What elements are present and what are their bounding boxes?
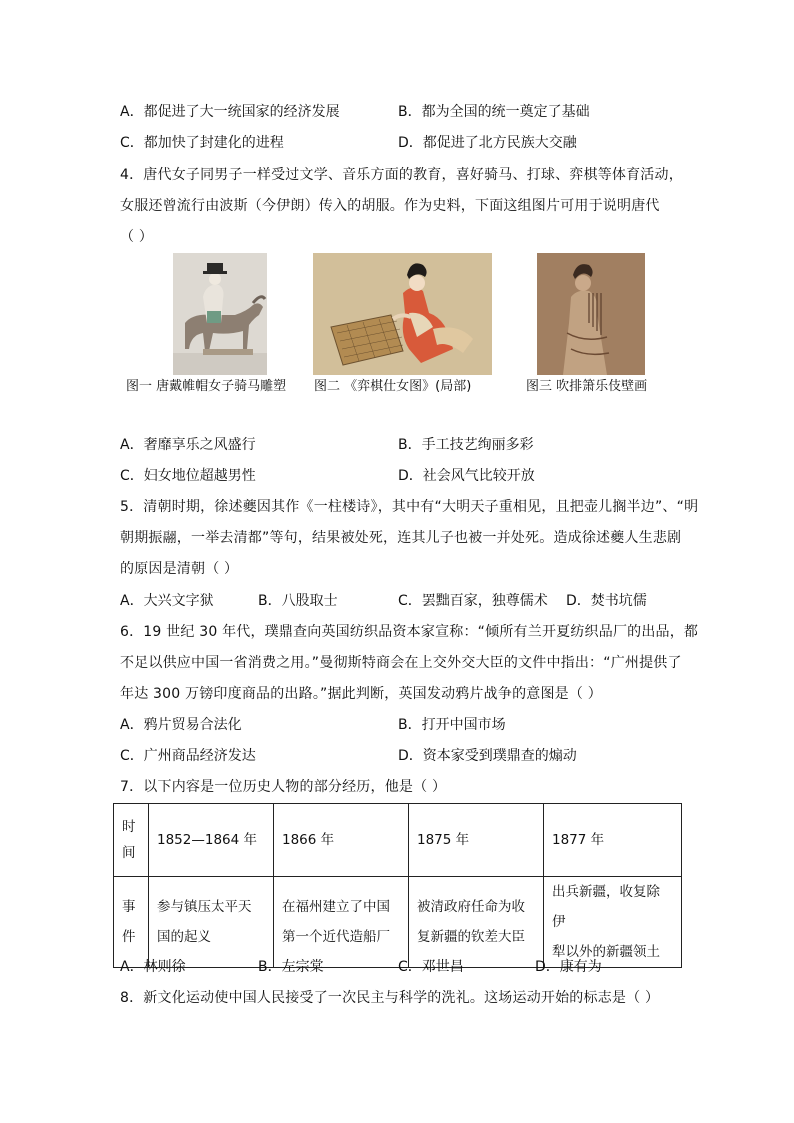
q4-stem-line2: 女服还曾流行由波斯（今伊朗）传入的胡服。作为史料，下面这组图片可用于说明唐代 xyxy=(120,198,660,214)
q5-stem-line3: 的原因是清朝（ ） xyxy=(120,561,239,577)
event-text-line: 第一个近代造船厂 xyxy=(282,929,390,945)
q7-option-d[interactable]: D．康有为 xyxy=(535,959,602,975)
event-cell xyxy=(544,877,682,968)
q6-option-b[interactable]: B．打开中国市场 xyxy=(398,717,506,733)
year-cell: 1852—1864 年 xyxy=(149,804,274,877)
panpipe-musician-mural-icon xyxy=(537,253,645,375)
event-text-line: 参与镇压太平天 xyxy=(157,899,252,915)
event-text-line: 国的起义 xyxy=(157,929,211,945)
event-header-cell xyxy=(114,877,149,968)
q6-option-d[interactable]: D．资本家受到璞鼎查的煽动 xyxy=(398,748,577,764)
q4-stem-line3: （ ） xyxy=(120,229,154,245)
time-label-2: 间 xyxy=(122,845,136,861)
go-playing-lady-painting-icon xyxy=(313,253,492,375)
q4-option-c[interactable]: C．妇女地位超越男性 xyxy=(120,468,256,484)
q5-option-d[interactable]: D．焚书坑儒 xyxy=(566,593,647,609)
q6-stem-line2: 不足以供应中国一省消费之用。”曼彻斯特商会在上交外交大臣的文件中指出：“广州提供了 xyxy=(120,655,682,671)
event-label-2: 件 xyxy=(122,929,136,945)
q5-stem-line2: 朝期振翮，一举去清都”等句，结果被处死，连其儿子也被一并处死。造成徐述夔人生悲剧 xyxy=(120,530,682,546)
event-text-line: 在福州建立了中国 xyxy=(282,899,390,915)
event-text-line: 出兵新疆，收复除伊 xyxy=(552,884,660,930)
q8-stem: 8．新文化运动使中国人民接受了一次民主与科学的洗礼。这场运动开始的标志是（ ） xyxy=(120,990,660,1006)
q6-option-c[interactable]: C．广州商品经济发达 xyxy=(120,748,256,764)
q6-option-a[interactable]: A．鸦片贸易合法化 xyxy=(120,717,242,733)
q4-option-d[interactable]: D．社会风气比较开放 xyxy=(398,468,535,484)
year-cell: 1875 年 xyxy=(409,804,544,877)
figure-1-caption: 图一 唐戴帷帽女子骑马雕塑 xyxy=(126,379,287,394)
year-cell: 1877 年 xyxy=(544,804,682,877)
horse-rider-sculpture-icon xyxy=(173,253,267,375)
q3-option-d[interactable]: D．都促进了北方民族大交融 xyxy=(398,135,577,151)
q6-stem-line1: 6．19 世纪 30 年代，璞鼎查向英国纺织品资本家宣称：“倾所有兰开夏纺织品厂的出品，都 xyxy=(120,624,699,640)
figure-3-image xyxy=(537,253,645,375)
event-text-line: 犁以外的新疆领土 xyxy=(552,944,660,960)
table-row-event xyxy=(114,877,682,968)
event-text-line: 复新疆的钦差大臣 xyxy=(417,929,525,945)
q6-stem-line3: 年达 300 万镑印度商品的出路。”据此判断，英国发动鸦片战争的意图是（ ） xyxy=(120,686,602,702)
history-table xyxy=(113,803,682,968)
q5-option-c[interactable]: C．罢黜百家，独尊儒术 xyxy=(398,593,548,609)
q5-option-a[interactable]: A．大兴文字狱 xyxy=(120,593,214,609)
figure-2-caption: 图二 《弈棋仕女图》(局部) xyxy=(314,379,472,394)
q5-stem-line1: 5．清朝时期，徐述夔因其作《一柱楼诗》，其中有“大明天子重相见，且把壶儿搁半边”、“明 xyxy=(120,499,699,515)
q3-option-c[interactable]: C．都加快了封建化的进程 xyxy=(120,135,284,151)
figure-1-image xyxy=(173,253,267,375)
q7-option-b[interactable]: B．左宗棠 xyxy=(258,959,324,975)
q3-option-b[interactable]: B．都为全国的统一奠定了基础 xyxy=(398,104,590,120)
figure-3-caption: 图三 吹排箫乐伎壁画 xyxy=(526,379,648,394)
q4-option-a[interactable]: A．奢靡享乐之风盛行 xyxy=(120,437,256,453)
q4-option-b[interactable]: B．手工技艺绚丽多彩 xyxy=(398,437,534,453)
time-header-cell xyxy=(114,804,149,877)
q7-stem: 7．以下内容是一位历史人物的部分经历，他是（ ） xyxy=(120,779,447,795)
event-cell xyxy=(409,877,544,968)
time-label-1: 时 xyxy=(122,819,136,835)
q5-option-b[interactable]: B．八股取士 xyxy=(258,593,338,609)
q3-option-a[interactable]: A．都促进了大一统国家的经济发展 xyxy=(120,104,340,120)
year-cell: 1866 年 xyxy=(274,804,409,877)
event-text-line: 被清政府任命为收 xyxy=(417,899,525,915)
q4-stem-line1: 4．唐代女子同男子一样受过文学、音乐方面的教育，喜好骑马、打球、弈棋等体育活动， xyxy=(120,167,683,183)
event-cell xyxy=(149,877,274,968)
table-row-time xyxy=(114,804,682,877)
q7-option-c[interactable]: C．邓世昌 xyxy=(398,959,464,975)
q7-option-a[interactable]: A．林则徐 xyxy=(120,959,186,975)
event-cell xyxy=(274,877,409,968)
figure-2-image xyxy=(313,253,492,375)
event-label-1: 事 xyxy=(122,899,136,915)
